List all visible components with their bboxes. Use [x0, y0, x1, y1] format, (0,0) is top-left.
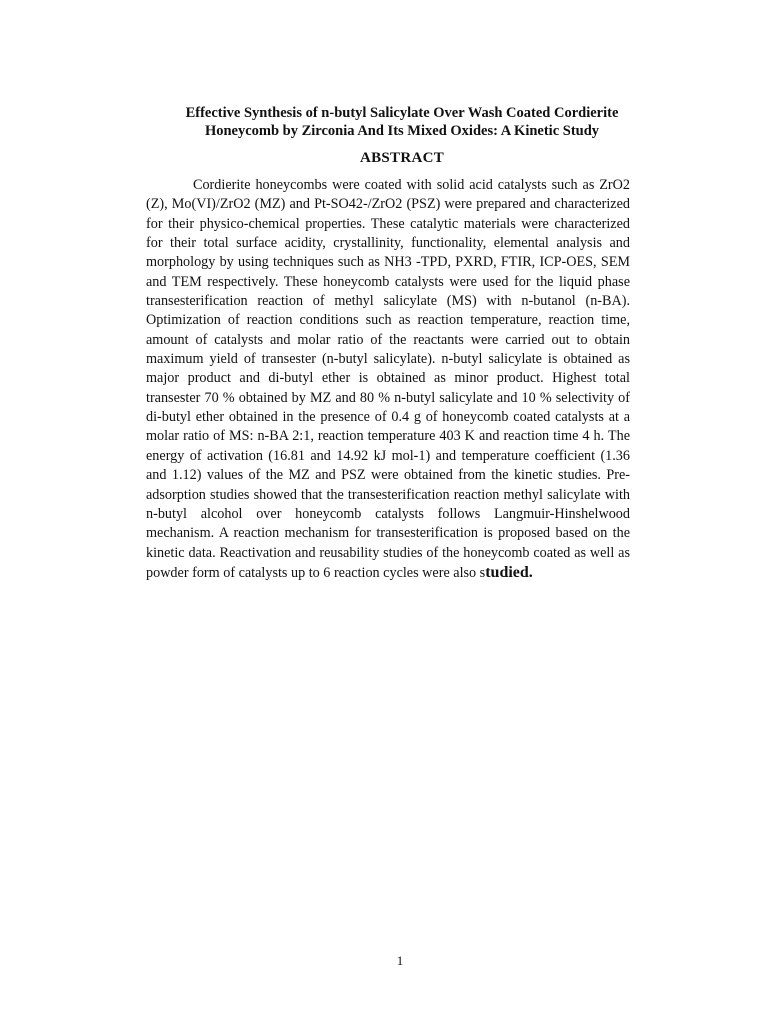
abstract-heading: ABSTRACT — [359, 150, 445, 166]
abstract-paragraph — [146, 176, 630, 583]
abstract-text: Cordierite honeycombs were coated with solid acid catalysts such as ZrO2 (Z), Mo(VI)/ZrO2 (MZ) and Pt-SO42-/ZrO2 (PSZ) were prepared and characterized for their physico-chemical properties. These catalytic materials were characterized for their total surface acidity, crystallinity, functionality, elemental analysis and morphology by using techniques such as NH3 -TPD, PXRD, FTIR, ICP-OES, SEM and TEM respectively. These honeycomb catalysts were used for the liquid phase transesterification reaction of methyl salicylate (MS) with n-butanol (n-BA). Optimization of reaction conditions such as reaction temperature, reaction time, amount of catalysts and molar ratio of the reactants were carried out to obtain maximum yield of transester (n-butyl salicylate). n-butyl salicylate is obtained as major product and di-butyl ether is obtained as minor product. Highest total transester 70 % obtained by MZ and 80 % n-butyl salicylate and 10 % selectivity of di-butyl ether obtained in the presence of 0.4 g of honeycomb coated catalysts at a molar ratio of MS: n-BA 2:1, reaction temperature 403 K and reaction time 4 h. The energy of activation (16.81 and 14.92 kJ mol-1) and temperature coefficient (1.36 and 1.12) values of the MZ and PSZ were obtained from the kinetic studies. Pre-adsorption studies showed that the transesterification reaction methyl salicylate with n-butyl alcohol over honeycomb catalysts follows Langmuir-Hinshelwood mechanism. A reaction mechanism for transesterification is proposed based on the kinetic data. Reactivation and reusability studies of the honeycomb coated as well as powder form of catalysts up to 6 reaction cycles were also s — [146, 177, 630, 581]
page-number: 1 — [396, 953, 404, 968]
abstract-tail: tudied. — [485, 563, 533, 581]
paper-title-line-1: Effective Synthesis of n-butyl Salicylate Over Wash Coated Cordierite — [185, 105, 619, 121]
paper-title-line-2: Honeycomb by Zirconia And Its Mixed Oxides: A Kinetic Study — [204, 123, 600, 139]
